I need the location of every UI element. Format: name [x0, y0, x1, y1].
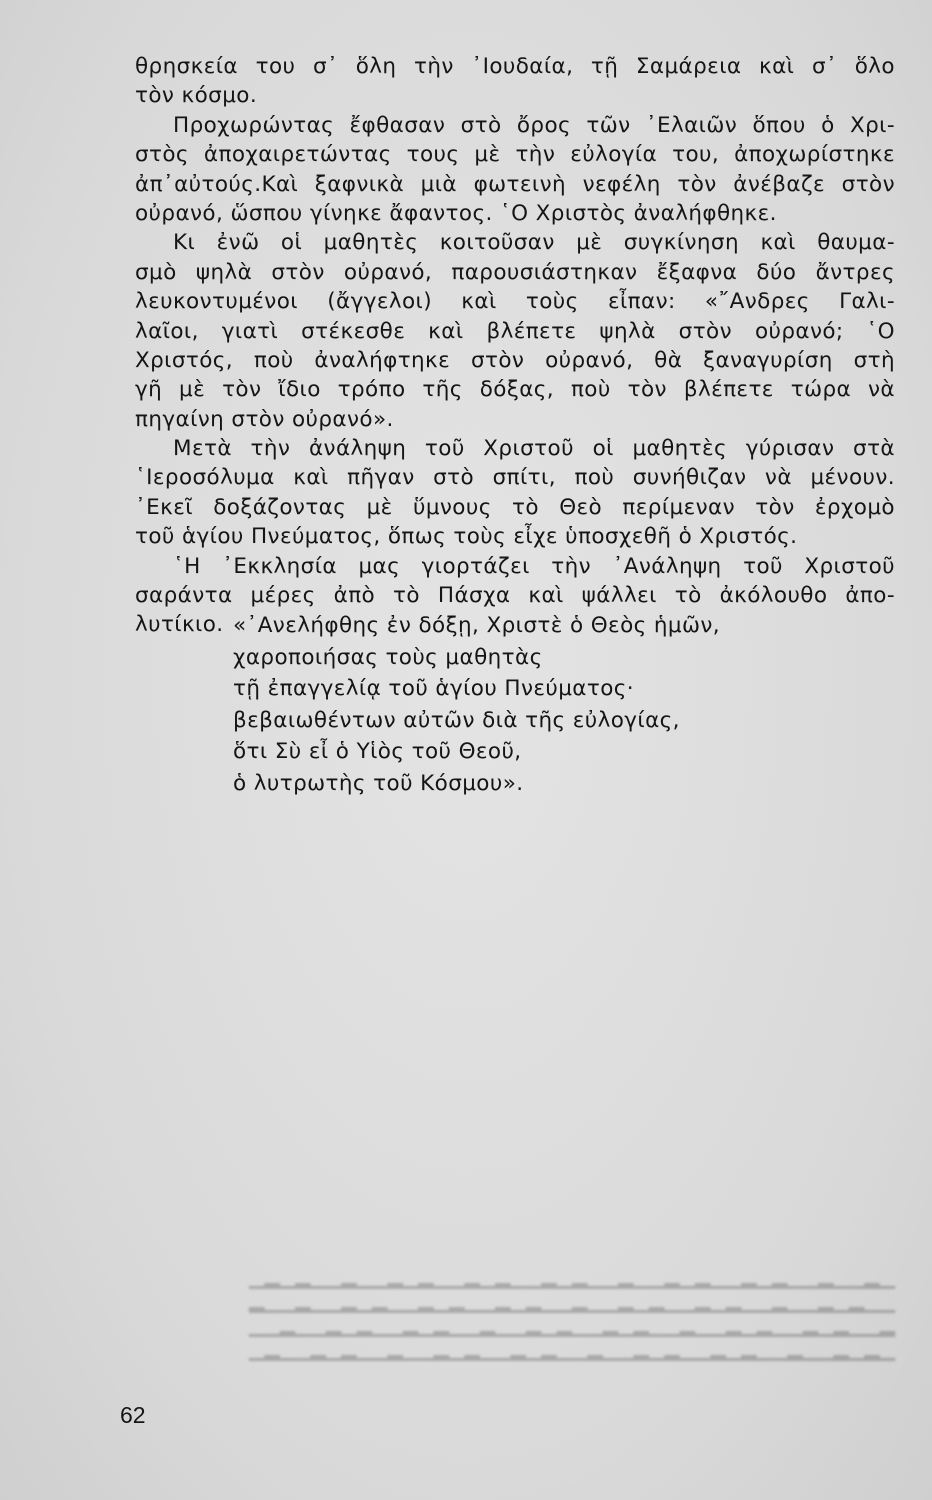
- body-line: ἀπ᾽αὐτούς.Καὶ ξαφνικὰ μιὰ φωτεινὴ νεφέλη τὸν ἀνέβαζε στὸν: [135, 171, 895, 197]
- body-line: οὐρανό, ὥσπου γίνηκε ἄφαντος. ῾Ο Χριστὸς ἀναλήφθηκε.: [135, 200, 777, 226]
- hymn-line: χαροποιήσας τοὺς μαθητὰς: [233, 644, 543, 670]
- body-line: τοῦ ἁγίου Πνεύματος, ὅπως τοὺς εἶχε ὑποσχεθῆ ὁ Χριστός.: [135, 524, 798, 550]
- body-line: γῆ μὲ τὸν ἴδιο τρόπο τῆς δόξας, ποὺ τὸν βλέπετε τώρα νὰ: [135, 377, 895, 403]
- body-text: [135, 52, 895, 640]
- show-through-texture: ▁▂▁▁▂▁▁▂▁▂▁▁▂▁▂▁▁▂▁▁▂▁▂▁▁▂▁▂▁▁▂▁▂▁▁▂▁▁▂▁▂▁ ▁▁▂▁▂▁▁▂▁▁▂▁▂▁▁▂▁▂▁▁▂▁▁▂▁▂▁▁▂▁▂▁▁▂▁▂▁▁▂▁▁▂ ▂▁▁▂▁▂▁▁▂▁▂▁▁▂▁▁▂▁▂▁▁▂▁▂▁▁▂▁▁▂▁▂▁▁▂▁▂▁▁▂▁▁ ▁▂▁▂▁▁▂▁▁▂▁▂▁▁▂▁▂▁▁▂▁▁▂▁▂▁▁▂▁▂▁▁▂▁▁▂▁▂▁▁▂▁: [249, 1265, 895, 1361]
- body-line: Χριστός, ποὺ ἀναλήφτηκε στὸν οὐρανό, θὰ ξαναγυρίση στὴ: [135, 347, 895, 373]
- hymn-line: ὅτι Σὺ εἶ ὁ Υἱὸς τοῦ Θεοῦ,: [233, 739, 522, 765]
- body-line: λυτίκιο.: [135, 612, 224, 638]
- body-line: πηγαίνη στὸν οὐρανό».: [135, 406, 394, 432]
- body-line: λευκοντυμένοι (ἄγγελοι) καὶ τοὺς εἶπαν: «῎Ανδρες Γαλι-: [135, 289, 895, 315]
- hymn-apolytikion: [233, 610, 833, 800]
- body-line: Κι ἐνῶ οἱ μαθητὲς κοιτοῦσαν μὲ συγκίνηση καὶ θαυμα-: [173, 230, 895, 256]
- body-line: ῾Ιεροσόλυμα καὶ πῆγαν στὸ σπίτι, ποὺ συνήθιζαν νὰ μένουν.: [135, 465, 895, 491]
- body-line: ᾽Εκεῖ δοξάζοντας μὲ ὕμνους τὸ Θεὸ περίμεναν τὸν ἐρχομὸ: [135, 494, 895, 520]
- body-line: σαράντα μέρες ἀπὸ τὸ Πάσχα καὶ ψάλλει τὸ ἀκόλουθο ἀπο-: [135, 583, 895, 609]
- body-line: Μετὰ τὴν ἀνάληψη τοῦ Χριστοῦ οἱ μαθητὲς γύρισαν στὰ: [173, 436, 895, 462]
- hymn-line: βεβαιωθέντων αὐτῶν διὰ τῆς εὐλογίας,: [233, 707, 680, 733]
- page-number: 62: [120, 1402, 146, 1428]
- body-line: θρησκεία του σ᾽ ὅλη τὴν ᾽Ιουδαία, τῇ Σαμάρεια καὶ σ᾽ ὅλο: [135, 54, 895, 79]
- body-line: Προχωρώντας ἔφθασαν στὸ ὄρος τῶν ᾽Ελαιῶν ὅπου ὁ Χρι-: [173, 112, 895, 138]
- body-line: στὸς ἀποχαιρετώντας τους μὲ τὴν εὐλογία του, ἀποχωρίστηκε: [135, 142, 895, 168]
- body-line: τὸν κόσμο.: [135, 83, 258, 109]
- hymn-line: τῇ ἐπαγγελίᾳ τοῦ ἁγίου Πνεύματος·: [233, 676, 635, 702]
- body-line: σμὸ ψηλὰ στὸν οὐρανό, παρουσιάστηκαν ἔξαφνα δύο ἄντρες: [135, 259, 895, 285]
- body-line: ῾Η ᾽Εκκλησία μας γιορτάζει τὴν ᾽Ανάληψη τοῦ Χριστοῦ: [173, 553, 895, 579]
- hymn-line: ὁ λυτρωτὴς τοῦ Κόσμου».: [233, 770, 524, 796]
- body-line: λαῖοι, γιατὶ στέκεσθε καὶ βλέπετε ψηλὰ στὸν οὐρανό; ῾Ο: [135, 318, 895, 344]
- hymn-line: «᾽Ανελήφθης ἐν δόξῃ, Χριστὲ ὁ Θεὸς ἡμῶν,: [233, 613, 721, 638]
